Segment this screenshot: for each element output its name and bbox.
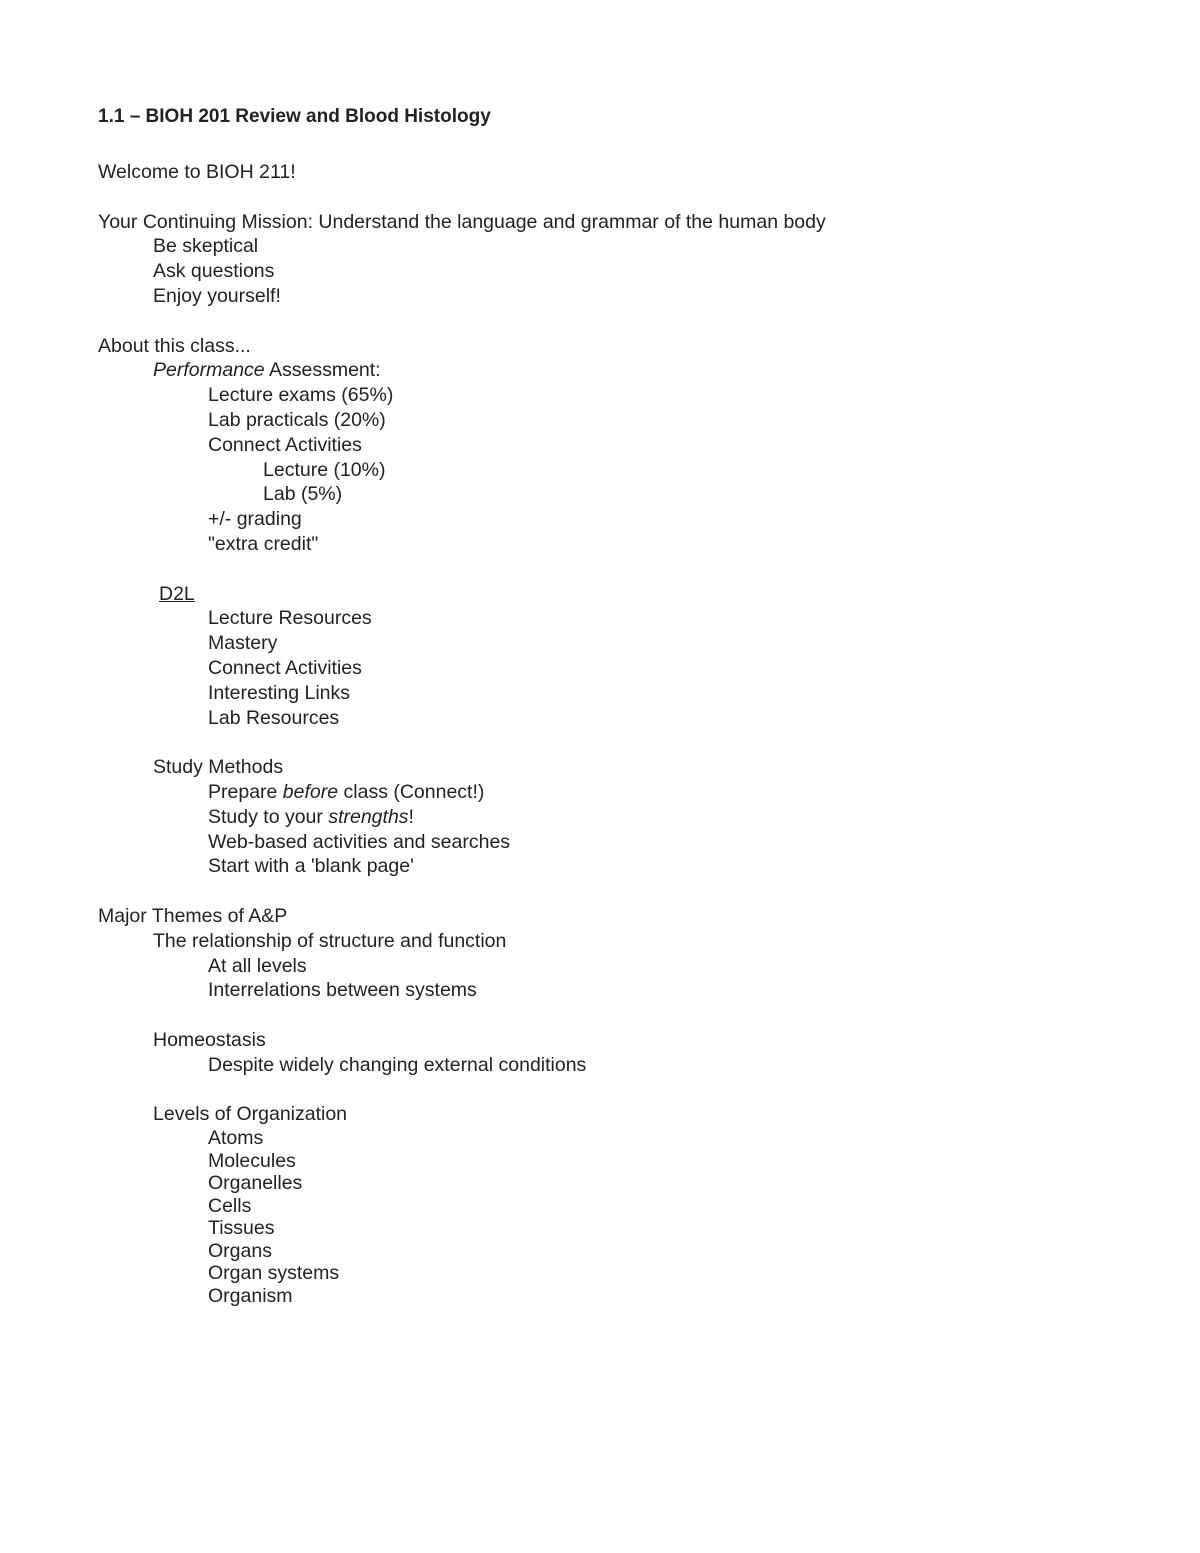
study-prepare-post: class (Connect!) [338,780,485,803]
connect-item: Lab (5%) [263,483,343,506]
d2l-item: Lecture Resources [208,607,372,630]
connect-item: Lecture (10%) [263,458,386,481]
homeostasis-item: Despite widely changing external conditions [208,1053,587,1076]
mission-item: Ask questions [153,260,275,283]
study-prepare-pre: Prepare [208,780,283,803]
assessment-heading [98,358,1138,383]
d2l-item: Connect Activities [208,656,362,679]
homeostasis-heading: Homeostasis [153,1028,266,1051]
assessment-item: Lab practicals (20%) [208,408,386,431]
structure-item: At all levels [208,954,307,977]
structure-item: Interrelations between systems [208,979,477,1002]
study-strengths-italic: strengths [328,805,409,828]
levels-list [98,1127,1138,1307]
mission-heading: Your Continuing Mission: Understand the language and grammar of the human body [98,210,826,233]
study-prepare-italic: before [282,780,339,803]
levels-item: Organism [208,1284,293,1307]
assessment-item: Lecture exams (65%) [208,384,394,407]
assessment-italic: Performance [153,359,265,382]
structure-heading: The relationship of structure and function [153,929,507,952]
grading-item: +/- grading [208,508,302,531]
study-heading: Study Methods [153,756,284,779]
assessment-item: Connect Activities [208,433,362,456]
document-page [98,104,1138,1307]
document-title: 1.1 – BIOH 201 Review and Blood Histology [98,106,491,127]
levels-item: Atoms [208,1127,264,1150]
mission-item: Enjoy yourself! [153,284,281,307]
about-heading: About this class... [98,334,251,357]
themes-heading: Major Themes of A&P [98,904,288,927]
study-item-web: Web-based activities and searches [208,830,511,853]
levels-item: Organ systems [208,1262,340,1285]
study-item-prepare [98,780,1138,805]
extra-credit-item: "extra credit" [208,532,319,555]
levels-item: Cells [208,1194,252,1217]
levels-item: Organs [208,1239,272,1262]
d2l-item: Interesting Links [208,681,350,704]
levels-item: Organelles [208,1172,303,1195]
assessment-label: Assessment: [264,359,381,382]
levels-item: Molecules [208,1149,296,1172]
levels-item: Tissues [208,1217,275,1240]
welcome-line: Welcome to BIOH 211! [98,161,296,183]
study-strengths-post: ! [408,805,414,828]
d2l-heading: D2L [159,582,195,605]
study-strengths-pre: Study to your [208,805,329,828]
mission-item: Be skeptical [153,235,259,258]
d2l-item: Lab Resources [208,706,340,729]
study-item-strengths [98,805,1138,830]
study-item-blank: Start with a 'blank page' [208,855,414,878]
levels-heading: Levels of Organization [153,1103,348,1126]
d2l-item: Mastery [208,632,278,655]
